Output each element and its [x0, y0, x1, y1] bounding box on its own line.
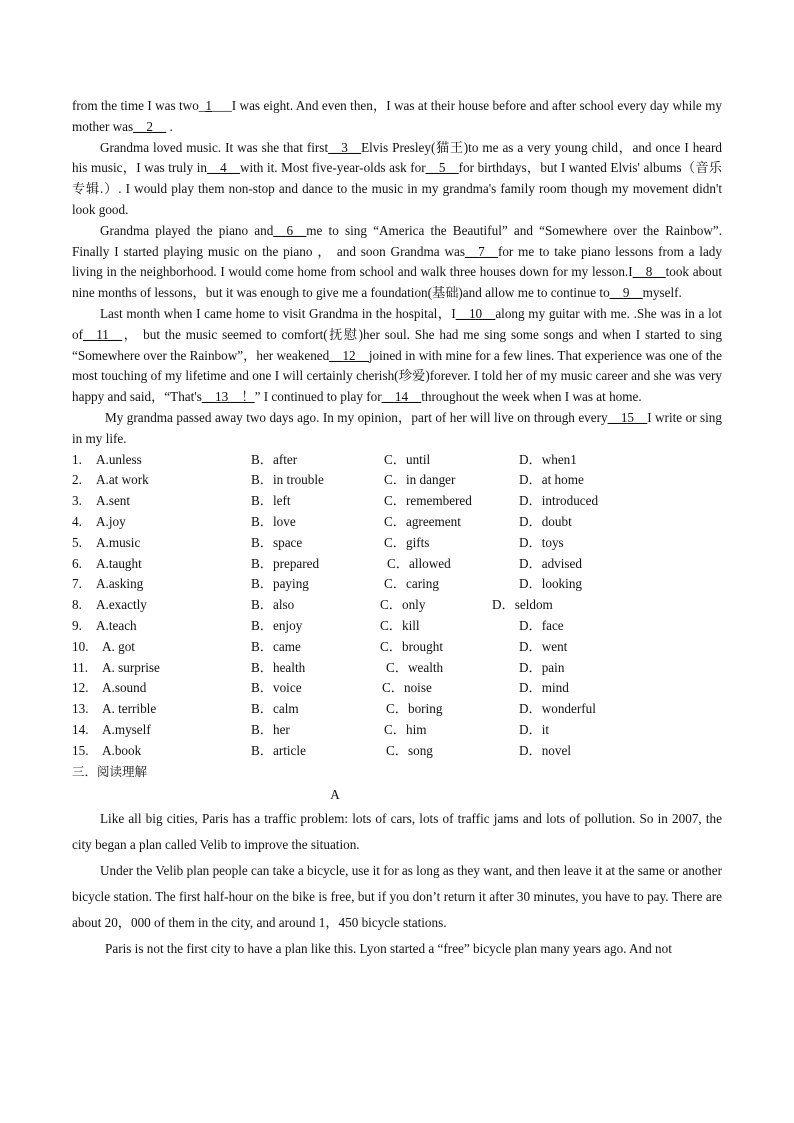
- option-row: [72, 491, 722, 512]
- option-d: D．seldom: [492, 597, 553, 613]
- blank-11: __11__: [83, 326, 123, 342]
- option-d: D．introduced: [519, 493, 599, 509]
- option-d: D．it: [519, 721, 550, 737]
- option-c: C．him: [384, 721, 427, 737]
- section-heading: 三．阅读理解: [72, 763, 148, 779]
- option-a: A.taught: [96, 555, 142, 571]
- document-page: [72, 96, 722, 962]
- option-d: D．advised: [519, 555, 582, 571]
- question-number: 4.: [72, 513, 82, 529]
- option-a: A.myself: [102, 721, 151, 737]
- option-b: B．enjoy: [251, 617, 303, 633]
- option-c: C．remembered: [384, 493, 472, 509]
- question-number: 5.: [72, 534, 82, 550]
- option-a: A.music: [96, 534, 141, 550]
- option-b: B．paying: [251, 576, 309, 592]
- option-d: D．novel: [519, 742, 572, 758]
- option-row: [72, 450, 722, 471]
- option-a: A.at work: [96, 472, 149, 488]
- question-number: 15.: [72, 742, 89, 758]
- question-number: 10.: [72, 638, 89, 654]
- option-d: D．doubt: [519, 513, 572, 529]
- option-c: C．song: [386, 742, 433, 758]
- option-a: A.teach: [96, 617, 137, 633]
- cloze-paragraph-2: Grandma loved music. It was she that first__3__Elvis Presley(猫王)to me as a very young child，and once I heard his music，I was truly in__4__with it. Most five-year-olds ask for__5__for birthdays，but I wanted Elvis' albums（音乐专辑.）. I would play them non-stop and dance to the music in my grandma's family room though my movement didn't look good.: [72, 139, 722, 217]
- question-number: 2.: [72, 472, 82, 488]
- option-c: C．caring: [384, 576, 439, 592]
- option-c: C．in danger: [384, 472, 456, 488]
- option-row: [72, 533, 722, 554]
- option-c: C．kill: [380, 617, 420, 633]
- question-number: 14.: [72, 721, 89, 737]
- option-c: C．allowed: [387, 555, 451, 571]
- blank-8: __8__: [632, 264, 666, 280]
- option-b: B．left: [251, 493, 291, 509]
- option-a: A. terrible: [102, 701, 157, 717]
- option-a: A.sound: [102, 680, 147, 696]
- option-a: A.unless: [96, 451, 142, 467]
- question-number: 3.: [72, 493, 82, 509]
- question-number: 7.: [72, 576, 82, 592]
- option-b: B．calm: [251, 701, 299, 717]
- reading-paragraph: Paris is not the first city to have a plan like this. Lyon started a “free” bicycle plan many years ago. And not: [105, 941, 672, 957]
- blank-7: __7__: [464, 243, 498, 259]
- option-b: B．space: [251, 534, 303, 550]
- question-number: 9.: [72, 617, 82, 633]
- option-c: C．gifts: [384, 534, 430, 550]
- option-row: [72, 595, 722, 616]
- passage-label: A: [330, 787, 340, 803]
- option-c: C．until: [384, 451, 431, 467]
- option-b: B．came: [251, 638, 301, 654]
- blank-14: __14__: [381, 389, 422, 405]
- option-row: [72, 554, 722, 575]
- blank-10: __10__: [455, 305, 496, 321]
- option-row: [72, 637, 722, 658]
- answer-options: [72, 450, 722, 762]
- option-a: A.joy: [96, 513, 126, 529]
- option-b: B．her: [251, 721, 290, 737]
- option-row: [72, 470, 722, 491]
- option-d: D．looking: [519, 576, 583, 592]
- option-c: C．wealth: [386, 659, 444, 675]
- option-row: [72, 512, 722, 533]
- option-b: B．in trouble: [251, 472, 324, 488]
- option-b: B．prepared: [251, 555, 320, 571]
- option-b: B．also: [251, 597, 295, 613]
- option-c: C．noise: [382, 680, 432, 696]
- blank-5: __5__: [425, 160, 459, 176]
- blank-6: __6__: [273, 222, 307, 238]
- option-b: B．voice: [251, 680, 302, 696]
- option-row: [72, 720, 722, 741]
- question-number: 12.: [72, 680, 89, 696]
- option-d: D．went: [519, 638, 568, 654]
- question-number: 1.: [72, 451, 82, 467]
- cloze-paragraph-3: Grandma played the piano and__6__me to sing “America the Beautiful” and “Somewhere over the Rainbow”. Finally I started playing music on the piano ， and soon Grandma was__7__for me to take piano lessons from a lady living in the neighborhood. I would come home from school and walk three houses down for my lesson.I__8__took about nine months of lessons，but it was enough to give me a foundation(基础)and allow me to continue to__9__myself.: [72, 222, 722, 301]
- blank-4: __4__: [206, 160, 240, 176]
- blank-9: __9__: [609, 285, 643, 301]
- option-d: D．when1: [519, 451, 577, 467]
- option-a: A.book: [102, 742, 142, 758]
- option-row: [72, 741, 722, 762]
- option-d: D．at home: [519, 472, 584, 488]
- cloze-paragraph-1: from the time I was two_1___I was eight. And even then，I was at their house before and after school every day while my mother was__2__ .: [72, 98, 722, 134]
- blank-2: __2__: [133, 118, 167, 134]
- option-row: [72, 678, 722, 699]
- option-d: D．mind: [519, 680, 569, 696]
- option-a: A.sent: [96, 493, 131, 509]
- cloze-paragraph-5: My grandma passed away two days ago. In my opinion，part of her will live on through every__15__I write or sing in my life.: [72, 409, 722, 446]
- option-row: [72, 699, 722, 720]
- option-b: B．love: [251, 513, 296, 529]
- option-d: D．face: [519, 617, 564, 633]
- reading-paragraph: Like all big cities, Paris has a traffic problem: lots of cars, lots of traffic jams and lots of pollution. So in 2007, the city began a plan called Velib to improve the situation.: [72, 811, 722, 853]
- blank-3: __3__: [328, 139, 362, 155]
- option-d: D．toys: [519, 534, 564, 550]
- option-row: [72, 616, 722, 637]
- blank-12: __12__: [329, 347, 369, 363]
- option-c: C．boring: [386, 701, 443, 717]
- blank-15: __15__: [607, 409, 648, 425]
- option-a: A. surprise: [102, 659, 160, 675]
- cloze-paragraph-4: Last month when I came home to visit Grandma in the hospital，I__10__along my guitar with me. .She was in a lot of__11__， but the music seemed to comfort(抚慰)her soul. She had me sing some songs and when I started to sing “Somewhere over the Rainbow”，her weakened__12__joined in with mine for a few lines. That experience was one of the most touching of my lifetime and one I will certainly cherish(珍爱)forever. I told her of my music career and she was very happy and said，“That's__13__！” I continued to play for__14__throughout the week when I was at home.: [72, 305, 722, 405]
- blank-13: __13__！: [201, 389, 255, 405]
- question-number: 11.: [72, 659, 88, 675]
- question-number: 8.: [72, 597, 82, 613]
- option-d: D．pain: [519, 659, 565, 675]
- option-b: B．after: [251, 451, 298, 467]
- option-a: A.exactly: [96, 597, 147, 613]
- option-c: C．brought: [380, 638, 444, 654]
- option-row: [72, 574, 722, 595]
- blank-1: 1: [205, 98, 212, 113]
- reading-paragraph: Under the Velib plan people can take a bicycle, use it for as long as they want, and then leave it at the same or another bicycle station. The first half-hour on the bike is free, but if you don’t return it after 30 minutes, you have to pay. There are about 20，000 of them in the city, and around 1，450 bicycle stations.: [72, 863, 722, 931]
- option-d: D．wonderful: [519, 701, 596, 717]
- option-a: A. got: [102, 638, 135, 654]
- option-c: C．only: [380, 597, 426, 613]
- question-number: 6.: [72, 555, 82, 571]
- option-b: B．article: [251, 742, 306, 758]
- option-a: A.asking: [96, 576, 144, 592]
- option-c: C．agreement: [384, 513, 461, 529]
- question-number: 13.: [72, 701, 89, 717]
- option-b: B．health: [251, 659, 306, 675]
- option-row: [72, 658, 722, 679]
